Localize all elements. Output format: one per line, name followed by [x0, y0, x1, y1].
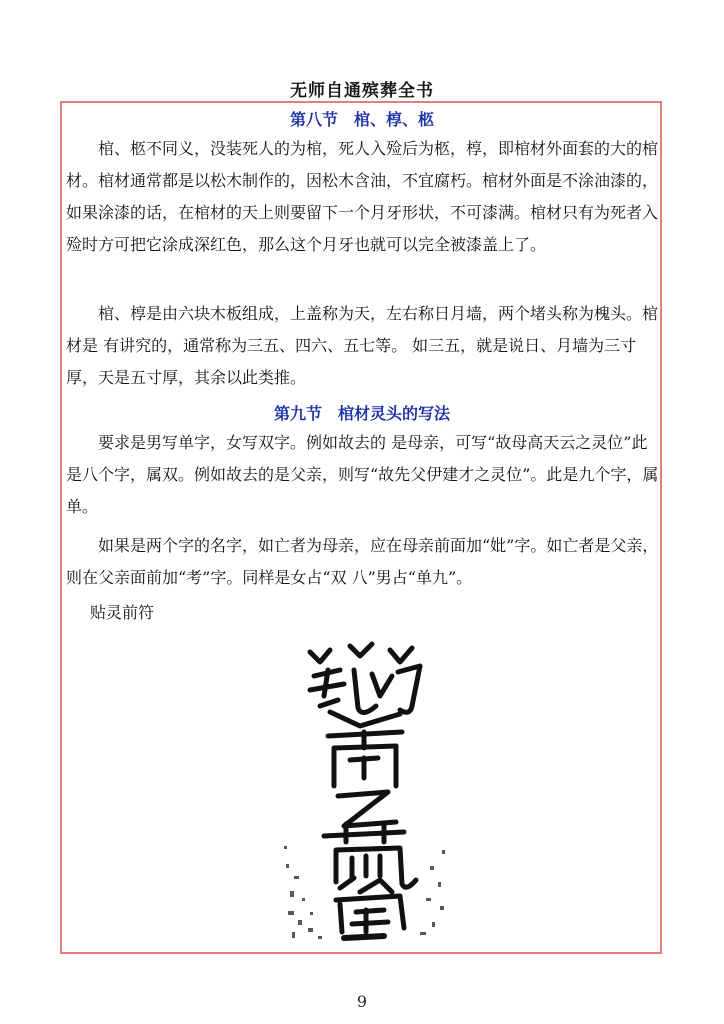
section-8-paragraph-1: 棺、柩不同义，没装死人的为棺，死人入殓后为柩，椁，即棺材外面套的大的棺材。棺材通常都是以松木制作的，因松木含油，不宜腐朽。棺材外面是不涂油漆的，如果涂漆的话，在棺材的天上则要留下一个月牙形状，不可漆满。棺材只有为死者入殓时方可把它涂成深红色，那么这个月牙也就可以完全被漆盖上了。	[66, 139, 659, 254]
section-8-paragraph-2: 棺、椁是由六块木板组成，上盖称为天，左右称日月墙，两个堵头称为槐头。棺材是 有讲究的，通常称为三五、四六、五七等。 如三五，就是说日、月墙为三寸厚，天是五寸厚，其余以此类推。	[66, 304, 659, 387]
page-number: 9	[356, 992, 368, 1011]
section-9-paragraph-2: 如果是两个字的名字，如亡者为母亲，应在母亲前面加“妣”字。如亡者是父亲， 则在父亲面前加“考”字。同样是女占“双 八”男占“单九”。	[66, 536, 659, 587]
book-title: 无师自通殡葬全书	[290, 81, 434, 101]
talisman-label: 贴灵前符	[90, 603, 155, 622]
talisman-image	[280, 636, 450, 946]
section-9-title: 第九节 棺材灵头的写法	[273, 404, 450, 423]
section-9-paragraph-1: 要求是男写单字，女写双字。例如故去的 是母亲，可写“故母高天云之灵位”此是八个字，属双。例如故去的是父亲，则写“故先父伊建才之灵位”。此是九个字，属单。	[66, 433, 659, 516]
section-8-title: 第八节 棺、椁、柩	[289, 110, 434, 129]
